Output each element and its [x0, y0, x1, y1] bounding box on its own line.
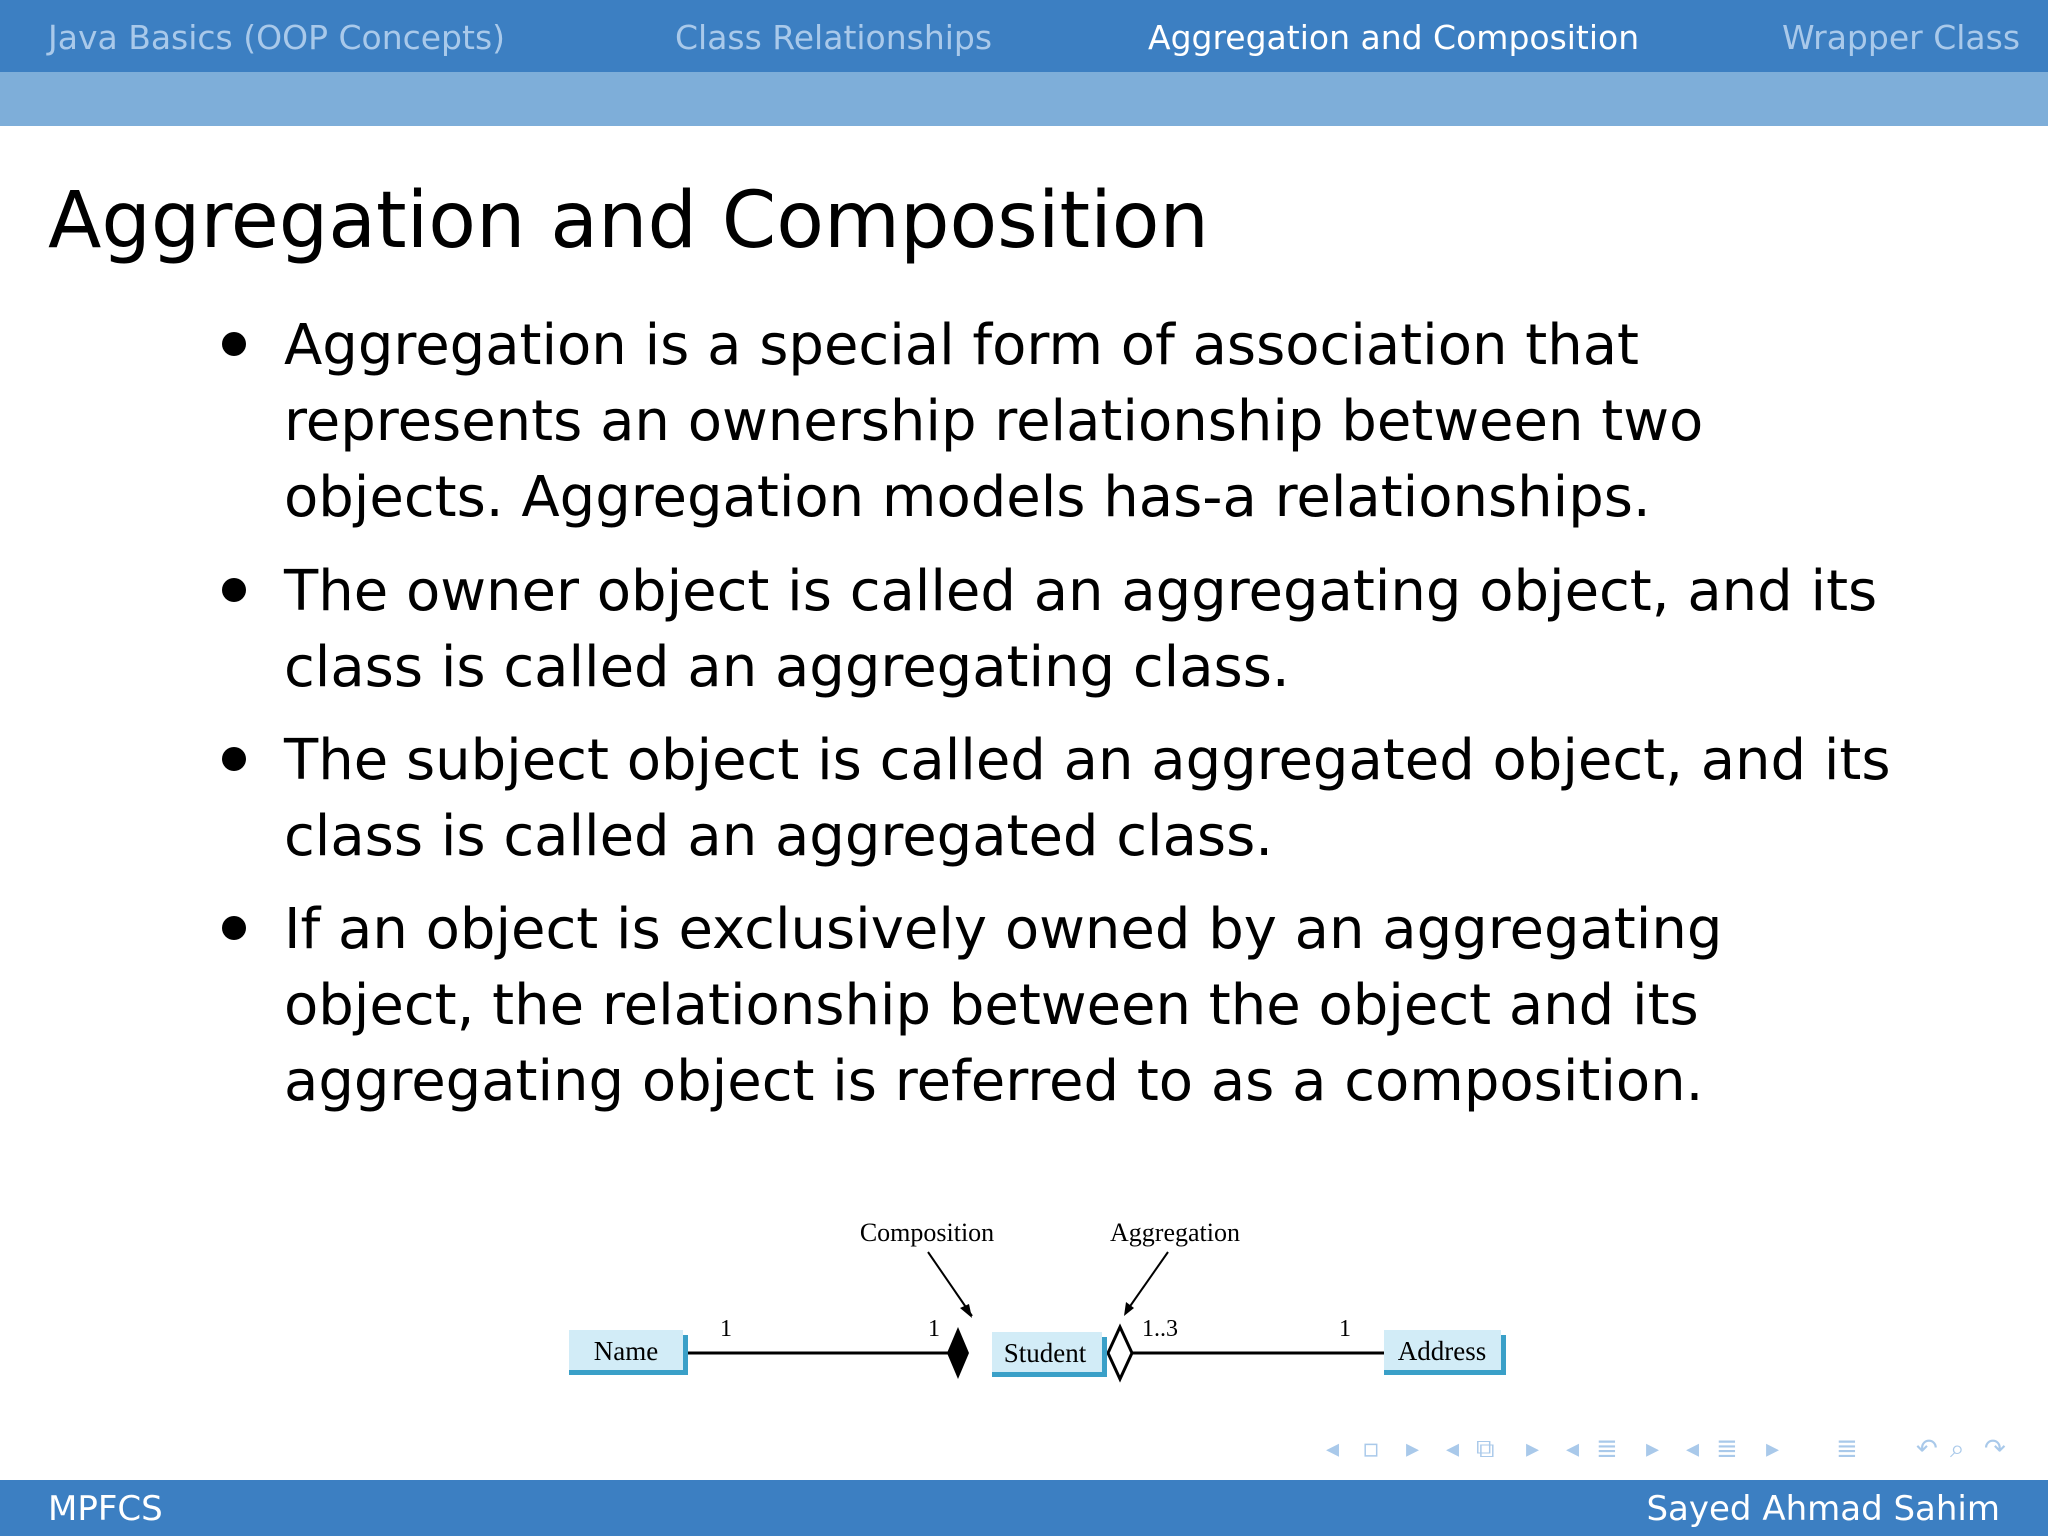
- footer-institute: MPFCS: [48, 1489, 163, 1529]
- class-label-name: Name: [593, 1336, 659, 1366]
- subsection-icon[interactable]: ⧉: [1476, 1434, 1495, 1464]
- aggregation-pointer: [1126, 1252, 1168, 1312]
- top-navigation-bar: [0, 0, 2048, 72]
- right-arrow-icon[interactable]: ▸: [1526, 1434, 1540, 1464]
- right-arrow-icon[interactable]: ▸: [1766, 1434, 1780, 1464]
- multiplicity-student-aggregation: 1..3: [1142, 1316, 1178, 1342]
- aggregation-diamond: [1108, 1327, 1132, 1379]
- uml-diagram: [540, 1200, 1540, 1400]
- left-arrow-icon[interactable]: ◂: [1326, 1434, 1340, 1464]
- section-icon[interactable]: ≣: [1716, 1434, 1738, 1464]
- nav-section-class-relationships[interactable]: Class Relationships: [675, 18, 993, 57]
- composition-label: Composition: [859, 1218, 995, 1247]
- aggregation-label: Aggregation: [1110, 1218, 1240, 1247]
- frame-title: Aggregation and Composition: [48, 176, 1209, 266]
- nav-section-java-basics[interactable]: Java Basics (OOP Concepts): [48, 18, 506, 57]
- subsection-bar: [0, 72, 2048, 126]
- right-arrow-icon[interactable]: ▸: [1646, 1434, 1660, 1464]
- frame-icon[interactable]: ▫: [1362, 1434, 1380, 1464]
- multiplicity-student-composition: 1: [928, 1316, 940, 1342]
- class-label-student: Student: [1003, 1338, 1087, 1368]
- bullet-item: The subject object is called an aggregated object, and its class is called an aggregated class.: [284, 728, 1891, 869]
- section-icon[interactable]: ≣: [1836, 1434, 1858, 1464]
- left-arrow-icon[interactable]: ◂: [1566, 1434, 1580, 1464]
- bullet-dot: [222, 578, 246, 602]
- bullet-item: The owner object is called an aggregating object, and its class is called an aggregating class.: [284, 559, 1878, 700]
- right-arrow-icon[interactable]: ▸: [1406, 1434, 1420, 1464]
- multiplicity-name: 1: [720, 1316, 732, 1342]
- class-box-address: [1384, 1330, 1506, 1375]
- class-box-name: [569, 1330, 688, 1375]
- bullet-item: If an object is exclusively owned by an aggregating object, the relationship between the object and its aggregating object is referred to as a composition.: [284, 897, 1723, 1114]
- redo-icon[interactable]: ↷: [1984, 1434, 2006, 1464]
- beamer-navigation-symbols: [1320, 1430, 2020, 1470]
- composition-arrowhead: [960, 1304, 972, 1318]
- undo-icon[interactable]: ↶: [1916, 1434, 1938, 1464]
- left-arrow-icon[interactable]: ◂: [1446, 1434, 1460, 1464]
- class-label-address: Address: [1397, 1336, 1487, 1366]
- footer-author: Sayed Ahmad Sahim: [1646, 1489, 2000, 1529]
- section-icon[interactable]: ≣: [1596, 1434, 1618, 1464]
- footer-bar: [0, 1480, 2048, 1536]
- nav-section-wrapper-class[interactable]: Wrapper Class: [1782, 18, 2021, 57]
- multiplicity-address: 1: [1339, 1316, 1351, 1342]
- bullet-dot: [222, 916, 246, 940]
- class-box-student: [992, 1332, 1107, 1377]
- composition-diamond: [947, 1327, 969, 1379]
- bullet-dot: [222, 747, 246, 771]
- bullet-item: Aggregation is a special form of association that represents an ownership relationship between two objects. Aggregation models has-a relationships.: [284, 313, 1704, 530]
- search-icon[interactable]: ⌕: [1950, 1434, 1965, 1464]
- nav-section-aggregation-composition[interactable]: Aggregation and Composition: [1148, 18, 1640, 57]
- left-arrow-icon[interactable]: ◂: [1686, 1434, 1700, 1464]
- bullet-dot: [222, 332, 246, 356]
